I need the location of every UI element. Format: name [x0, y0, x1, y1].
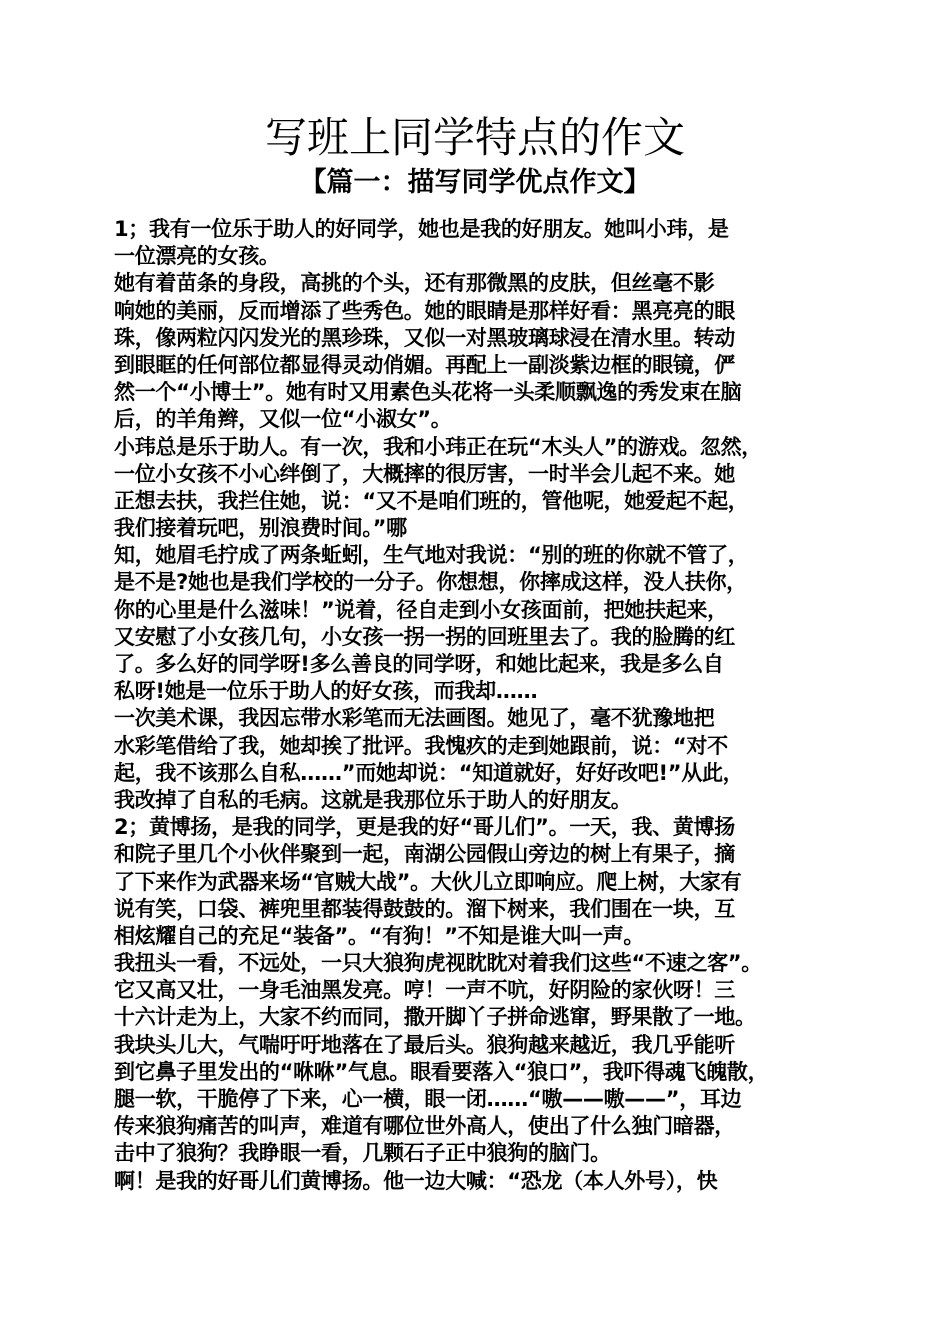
text-line: 1；我有一位乐于助人的好同学，她也是我的好朋友。她叫小玮，是 [114, 217, 729, 241]
text-line: 它又高又壮，一身毛油黑发亮。哼！一声不吭，好阴险的家伙呀！三 [114, 978, 735, 1003]
text-line: 正想去扶，我拦住她，说：“又不是咱们班的，管他呢，她爱起不起， [114, 488, 749, 513]
document-subtitle: 【篇一：描写同学优点作文】 [299, 167, 651, 198]
text-line: 击中了狼狗？我睁眼一看，几颗石子正中狼狗的脑门。 [114, 1141, 611, 1166]
text-line: 响她的美丽，反而增添了些秀色。她的眼睛是那样好看：黑亮亮的眼 [114, 298, 735, 323]
text-line: 珠，像两粒闪闪发光的黑珍珠，又似一对黑玻璃球浸在清水里。转动 [114, 325, 735, 350]
text-line: 传来狼狗痛苦的叫声，难道有哪位世外高人，使出了什么独门暗器， [114, 1114, 735, 1139]
text-line: 一次美术课，我因忘带水彩笔而无法画图。她见了，毫不犹豫地把 [114, 706, 715, 731]
text-line: 了下来作为武器来场“官贼大战”。大伙儿立即响应。爬上树，大家有 [114, 869, 742, 894]
text-line: 相炫耀自己的充足“装备”。“有狗！”不知是谁大叫一声。 [114, 923, 645, 948]
text-line: 又安慰了小女孩几句，小女孩一拐一拐的回班里去了。我的脸腾的红 [114, 624, 735, 649]
text-line: 说有笑，口袋、裤兜里都装得鼓鼓的。溜下树来，我们围在一块，互 [114, 896, 735, 921]
text-line: 到它鼻子里发出的“咻咻”气息。眼看要落入“狼口”，我吓得魂飞魄散， [114, 1059, 769, 1084]
text-line: 水彩笔借给了我，她却挨了批评。我愧疚的走到她跟前，说：“对不 [114, 733, 728, 758]
text-line: 是不是?她也是我们学校的一分子。你想想，你摔成这样，没人扶你， [114, 570, 747, 595]
text-line: 我扭头一看，不远处，一只大狼狗虎视眈眈对着我们这些“不速之客”。 [114, 951, 763, 976]
text-line: 和院子里几个小伙伴聚到一起，南湖公园假山旁边的树上有果子，摘 [114, 842, 735, 867]
text-line: 然一个“小博士”。她有时又用素色头花将一头柔顺飘逸的秀发束在脑 [114, 380, 742, 405]
document-title: 写班上同学特点的作文 [264, 113, 685, 162]
text-line: 腿一软，干脆停了下来，心一横，眼一闭……“嗷——嗷——”，耳边 [114, 1087, 742, 1111]
text-line: 啊！是我的好哥儿们黄博扬。他一边大喊：“恐龙（本人外号），快 [114, 1168, 718, 1193]
text-line: 2；黄博扬，是我的同学，更是我的好“哥儿们”。一天，我、黄博扬 [114, 815, 735, 840]
text-line: 我块头儿大，气喘吁吁地落在了最后头。狼狗越来越近，我几乎能听 [114, 1032, 735, 1057]
text-line: 小玮总是乐于助人。有一次，我和小玮正在玩“木头人”的游戏。忽然， [114, 434, 763, 459]
text-line: 后，的羊角辫，又似一位“小淑女”。 [114, 407, 452, 432]
essay-body [114, 216, 844, 1195]
text-line: 知，她眉毛拧成了两条蚯蚓，生气地对我说：“别的班的你就不管了， [114, 543, 749, 568]
text-line: 你的心里是什么滋味！”说着，径自走到小女孩面前，把她扶起来， [114, 597, 728, 622]
text-line: 到眼眶的任何部位都显得灵动俏媚。再配上一副淡紫边框的眼镜，俨 [114, 352, 735, 377]
text-line: 十六计走为上，大家不约而同，撒开脚丫子拼命逃窜，野果散了一地。 [114, 1005, 756, 1030]
text-line: 我改掉了自私的毛病。这就是我那位乐于助人的好朋友。 [114, 787, 632, 812]
text-line: 我们接着玩吧，别浪费时间。”哪 [114, 516, 407, 541]
text-line: 起，我不该那么自私……”而她却说：“知道就好，好好改吧!”从此， [114, 760, 744, 785]
text-line: 了。多么好的同学呀!多么善良的同学呀，和她比起来，我是多么自 [114, 652, 724, 676]
text-line: 一位小女孩不小心绊倒了，大概摔的很厉害，一时半会儿起不来。她 [114, 461, 735, 486]
text-line: 一位漂亮的女孩。 [114, 244, 280, 269]
text-line: 私呀!她是一位乐于助人的好女孩，而我却…… [114, 679, 538, 704]
text-line: 她有着苗条的身段，高挑的个头，还有那微黑的皮肤，但丝毫不影 [114, 271, 715, 296]
